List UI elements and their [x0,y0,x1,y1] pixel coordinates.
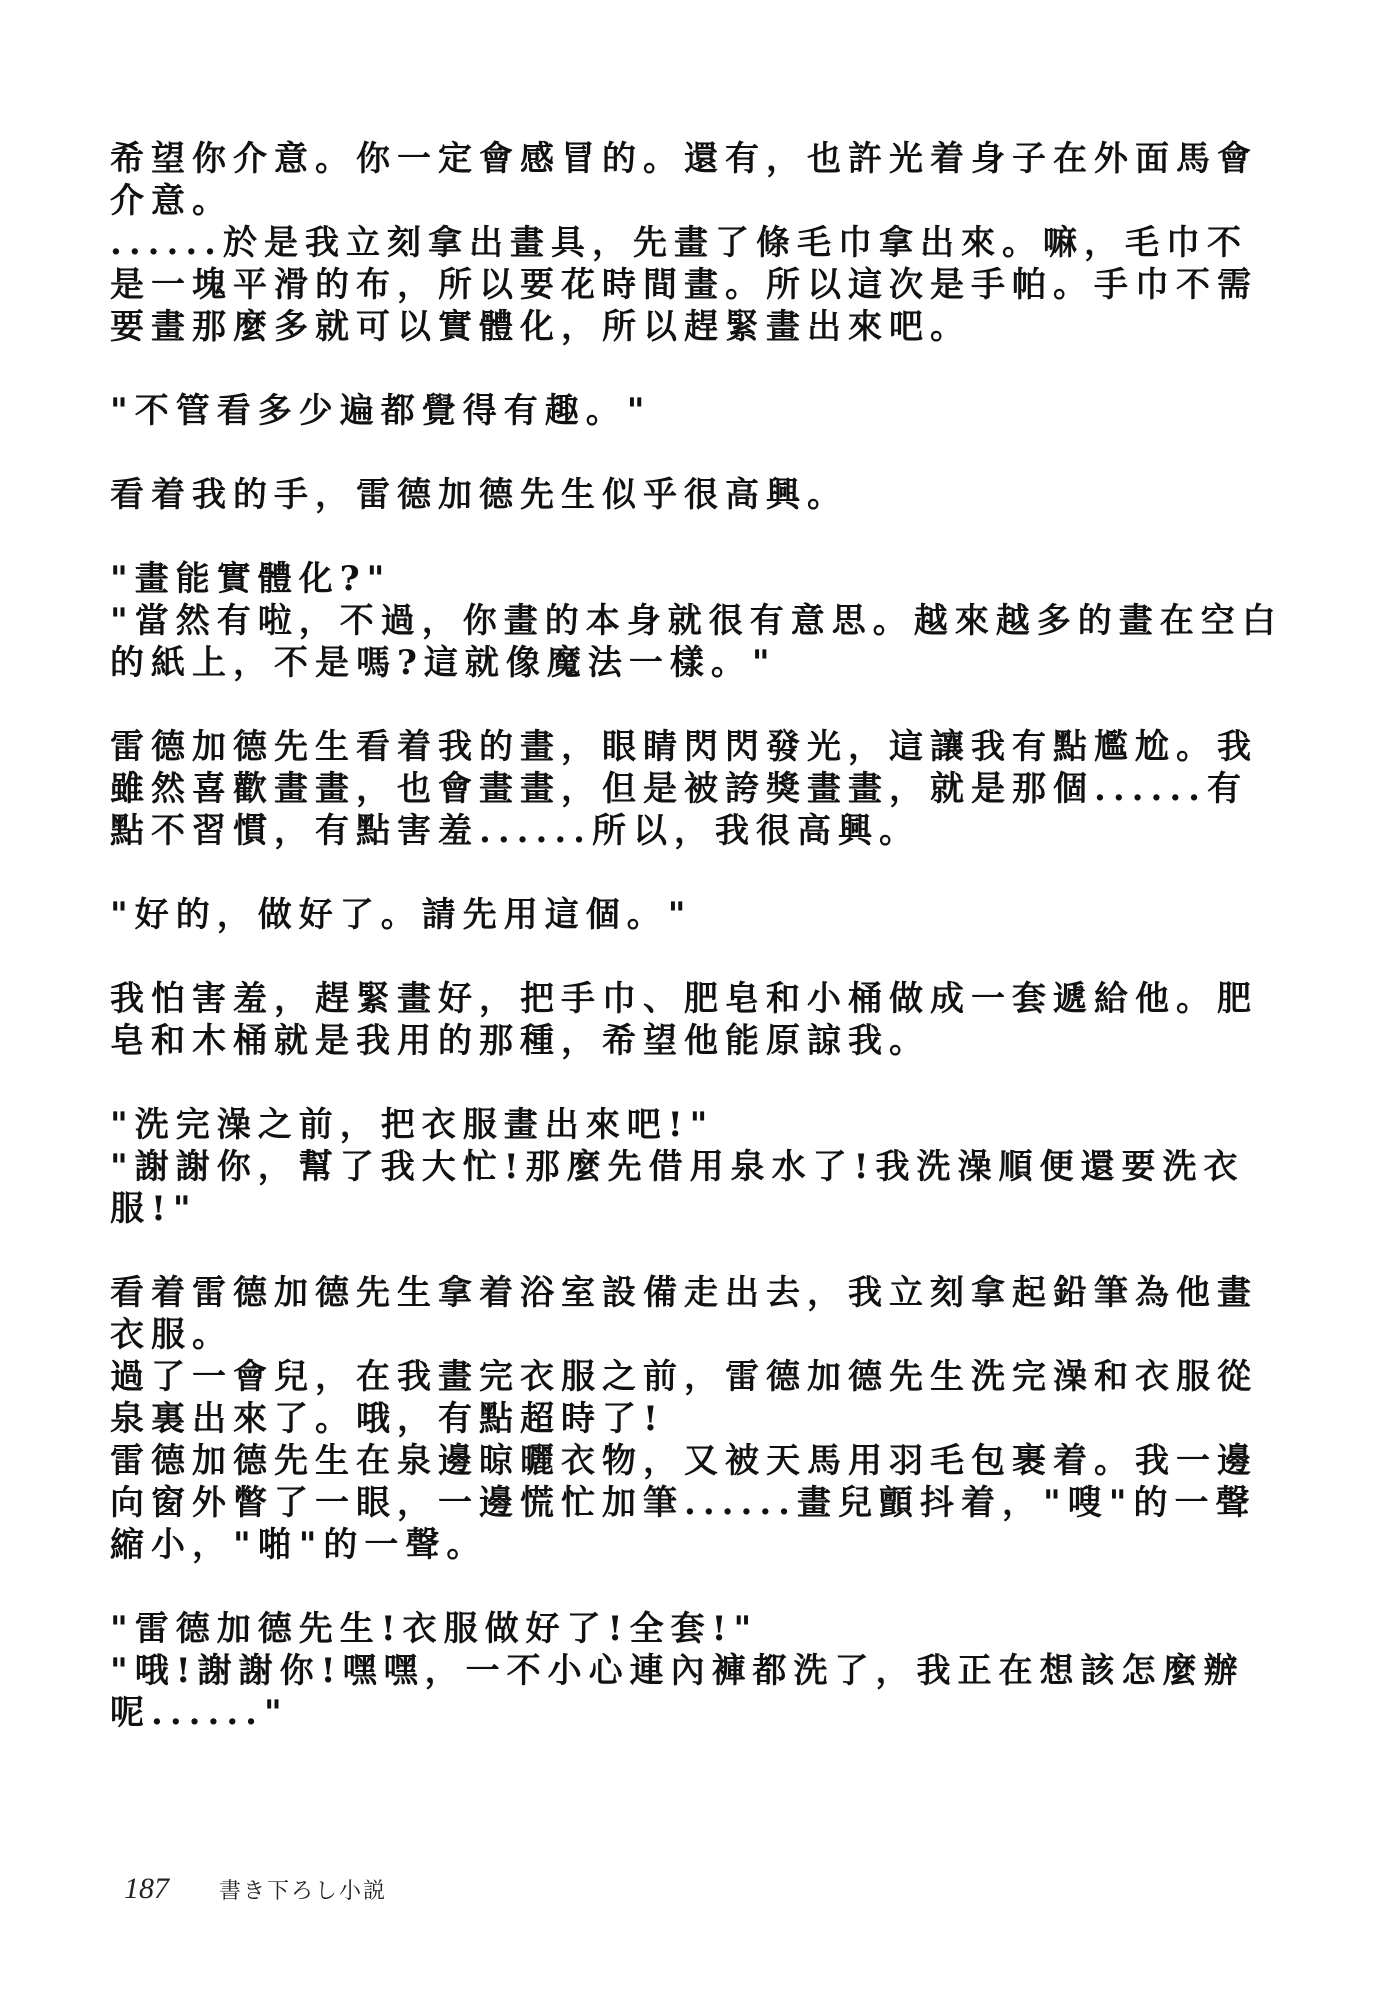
running-head: 書き下ろし小説 [219,1879,388,1904]
text-line: "雷德加德先生!衣服做好了!全套!" [110,1609,759,1649]
paragraph-break [110,1062,1310,1104]
text-line: "畫能實體化?" [110,559,392,599]
text-line: 雷德加德先生看着我的畫，眼睛閃閃發光，這讓我有點尷尬。我 [110,727,1258,767]
text-line: 呢......" [110,1693,289,1733]
text-line: "洗完澡之前，把衣服畫出來吧!" [110,1105,715,1145]
text-line: "謝謝你，幫了我大忙!那麼先借用泉水了!我洗澡順便還要洗衣 [110,1147,1245,1187]
page-number: 187 [124,1872,169,1905]
text-line: 介意。 [110,181,233,221]
text-line: 向窗外瞥了一眼，一邊慌忙加筆......畫兒顫抖着，"嗖"的一聲 [110,1483,1257,1523]
text-line: "好的，做好了。請先用這個。" [110,895,693,935]
text-line: 看着雷德加德先生拿着浴室設備走出去，我立刻拿起鉛筆為他畫 [110,1273,1258,1313]
text-line: 過了一會兒，在我畫完衣服之前，雷德加德先生洗完澡和衣服從 [110,1357,1258,1397]
text-line: 雖然喜歡畫畫，也會畫畫，但是被誇獎畫畫，就是那個......有 [110,769,1249,809]
text-line: 看着我的手，雷德加德先生似乎很高興。 [110,475,848,515]
text-line: 縮小，"啪"的一聲。 [110,1525,488,1565]
text-line: 雷德加德先生在泉邊晾曬衣物，又被天馬用羽毛包裹着。我一邊 [110,1441,1258,1481]
paragraph-break [110,516,1310,558]
text-line: 我怕害羞，趕緊畫好，把手巾、肥皂和小桶做成一套遞給他。肥 [110,979,1258,1019]
text-line: 衣服。 [110,1315,233,1355]
paragraph-break [110,1230,1310,1272]
page-footer [124,1872,387,1906]
paragraph-break [110,852,1310,894]
text-line: 皂和木桶就是我用的那種，希望他能原諒我。 [110,1021,930,1061]
text-line: 是一塊平滑的布，所以要花時間畫。所以這次是手帕。手巾不需 [110,265,1258,305]
paragraph-break [110,348,1310,390]
paragraph-break [110,432,1310,474]
text-line: 希望你介意。你一定會感冒的。還有，也許光着身子在外面馬會 [110,139,1258,179]
text-line: "哦!謝謝你!嘿嘿，一不小心連內褲都洗了，我正在想該怎麼辦 [110,1651,1245,1691]
text-line: 服!" [110,1189,198,1229]
text-line: "不管看多少遍都覺得有趣。" [110,391,652,431]
text-line: 要畫那麼多就可以實體化，所以趕緊畫出來吧。 [110,307,971,347]
paragraph-break [110,936,1310,978]
text-line: "當然有啦，不過，你畫的本身就很有意思。越來越多的畫在空白 [110,601,1283,641]
text-line: 泉裏出來了。哦，有點超時了! [110,1399,665,1439]
text-line: 的紙上，不是嗎?這就像魔法一樣。" [110,643,777,683]
page-body [110,138,1310,1734]
paragraph-break [110,1566,1310,1608]
text-line: ......於是我立刻拿出畫具，先畫了條毛巾拿出來。嘛，毛巾不 [110,223,1249,263]
text-line: 點不習慣，有點害羞......所以，我很高興。 [110,811,921,851]
paragraph-break [110,684,1310,726]
